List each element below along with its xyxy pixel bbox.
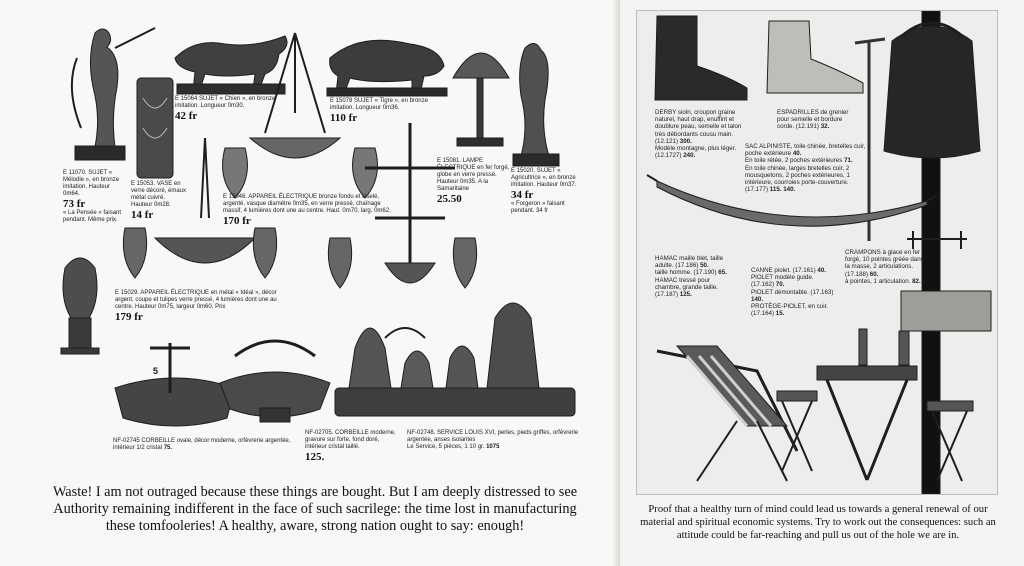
catalogue-item-label: E 15053. VASE en verre décoré, émaux métal cuivré. Hauteur 0m28. 14 fr [131,181,187,221]
catalogue-item-label: CANNE piolet. (17.161) 40. PIOLET modèle guide. (17.162) 70. PIOLET démontable. (17.163) 140. PROTÈGE-PIOLET, en cuir. (17.164) 15. [751,267,834,318]
toolbox-image [901,291,991,331]
tiger-statue-image [327,40,447,96]
right-page-caption: Proof that a healthy turn of mind could lead us towards a general renewal of our material and spiritual economic systems. Try to work out the consequences: such an attitude could be far-reaching and pull us out of the hole we are in. [640,504,996,541]
tea-service-image [335,303,575,416]
catalogue-item-label: E 15081. LAMPE ÉLECTRIQUE en fer forgé, globe en verre pressé. Hauteur 0m35. A la Samaritaine 25.50 [437,158,510,205]
modern-basket-image [220,341,330,422]
catalogue-item-label: E 15020. SUJET « Agricultrice », en bronze imitation. Hauteur 0m37. 34 fr « Forgeron » faisant pendant. 34 fr [511,168,577,214]
catalogue-item-label: CRAMPONS à glace en fer forgé, 10 pointes gréée dans la masse, 2 articulations. (17.188) 60. à pointes, 1 articulation. 82. [845,249,924,285]
catalogue-item-label: HAMAC maille blet, taille adulte. (17.186) 50. taille homme. (17.190) 65. HAMAC tressé pour chambre, grande taille. (17.187) 125. [655,255,727,299]
derby-boot-image [655,16,747,100]
table-lamp-image [453,53,509,146]
catalogue-item-label: DERBY sioln, croupon graine naturel, haut drap, enuffint et doublure peau, semelle et talon très débordants cousu main. (12.121) 300. Modèle montagne, plus léger. (12.1727) 240. [655,109,742,160]
catalogue-item-label: E 15078 SUJET « Tigre », en bronze imitation. Longueur 0m36. 110 fr [330,98,428,124]
catalogue-item-label: NF-02748. SERVICE LOUIS XVI, perles, pieds griffes, orfèvrerie argentée, anses isolantes Le Service, 5 pièces, 1 10 gr. 1075 [407,430,579,450]
left-page-caption: Waste! I am not outraged because these things are bought. But I am deeply distressed to see Authority remaining indifferent in the face of such sacrilege: the time lost in manufacturing these tomfooleries! A healthy, aware, strong nation ought to say: enough! [52,484,578,534]
ice-axe-image [855,39,885,241]
catalogue-engraving-left [55,18,585,473]
catalogue-item-label: E 11070. SUJET « Mélodie », en bronze imitation. Hauteur 0m64. 73 fr « La Pensée » faisant pendant. Même prix. [63,170,122,223]
agricultrice-statue-image [513,43,559,166]
folding-stool-image [777,391,817,471]
espadrille-image [767,21,863,93]
dog-statue-image [175,36,287,94]
oil-lamp-image [61,258,99,354]
vase-image [137,78,173,178]
catalogue-item-label: E 15029. APPAREIL ÉLECTRIQUE en métal « Idéal », décor argent, coupe et tulipes verre pressé, 4 lumières dont une au centre. Hauteur 0m75, largeur 0m60. Prix 179 fr [115,290,277,323]
catalogue-item-label: NF-02705. CORBEILLE moderne, gravure sur forte, fond doré, intérieur cristal taillé. 125. [305,430,396,463]
item-number-mark: 5 [153,366,159,376]
rucksack-image [884,23,980,158]
catalogue-plate-right [636,10,998,495]
catalogue-item-label: E 15046. APPAREIL ÉLECTRIQUE bronze fondu et ciselé, argenté, vasque diamètre 0m35, en verre pressé, chaînage massif, 4 lumières dont une au centre. Haut. 0m70, larg. 0m62. 170 fr [223,194,391,227]
oval-basket-image [115,343,235,426]
camping-table-image [817,329,917,480]
catalogue-plate-left [55,18,585,473]
catalogue-photo-right [637,11,997,494]
catalogue-item-label: NF-02745 CORBEILLE ovale, décor moderne, orfèvrerie argentée, intérieur 1/2 cristal 75. [113,438,291,451]
folding-chair-image [657,346,797,481]
catalogue-item-label: ESPADRILLES de grenier pour semelle et bordure corde. (12.191) 32. [777,109,849,131]
catalogue-item-label: E 15064 SUJET « Chien », en bronze imitation. Longueur 0m30. 42 fr [175,96,276,122]
catalogue-item-label: SAC ALPINISTE, toile chinée, bretelles cuir, 1 poche extérieure 40. En toile rétée, 2 poches extérieures 71. En toile chinée, larges bretelles cuir, 2 mousquetons, 2 poches extérieures, 1 intérieure, courroies porte-couverture. (17.177) 115. 140. [745,143,871,194]
